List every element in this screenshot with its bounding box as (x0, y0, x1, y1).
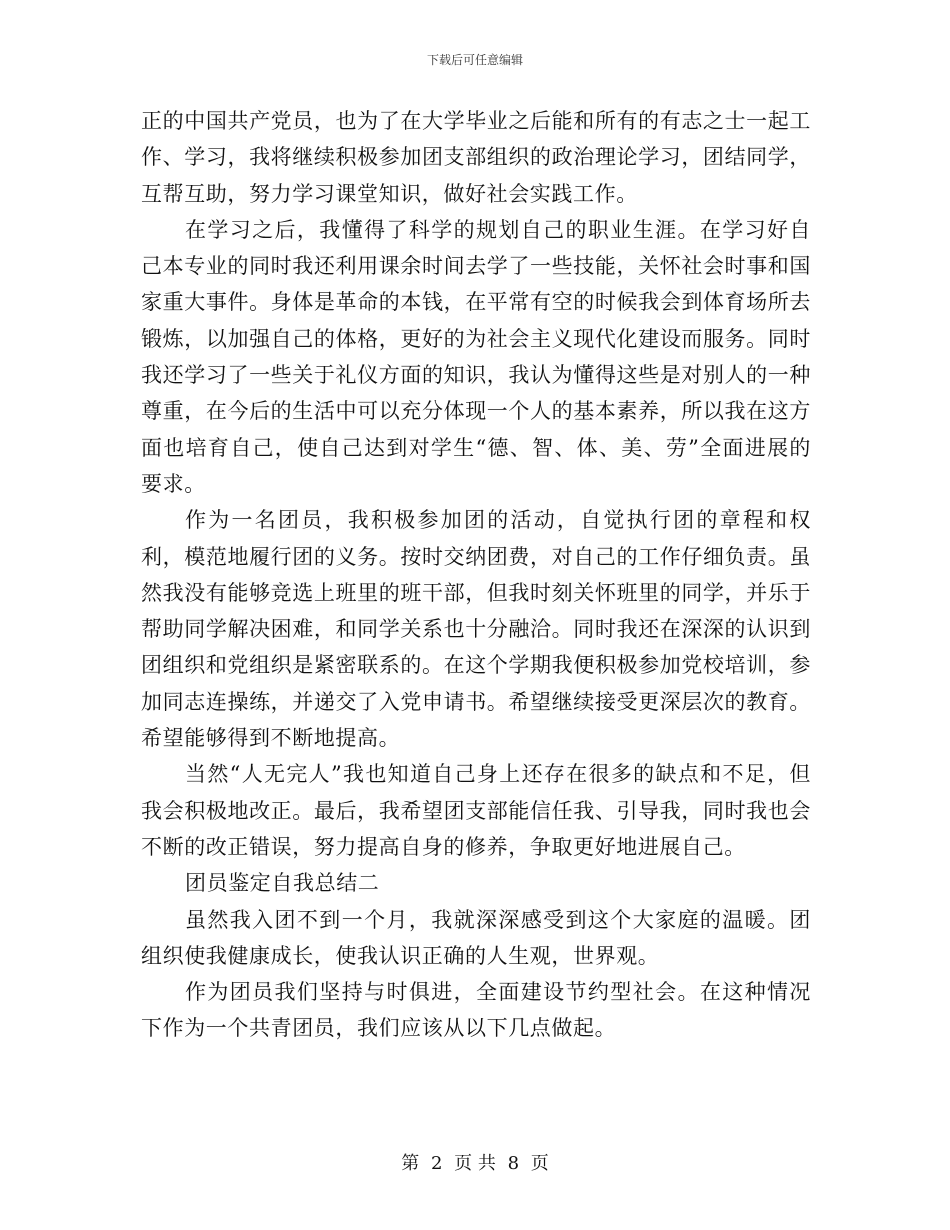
footer-mid: 页 共 (454, 1153, 496, 1174)
paragraph: 当然“人无完人”我也知道自己身上还存在很多的缺点和不足，但我会积极地改正。最后，我希望团支部能信任我、引导我，同时我也会不断的改正错误，努力提高自身的修养，争取更好地进展自己。 (141, 762, 811, 859)
paragraph: 正的中国共产党员，也为了在大学毕业之后能和所有的有志之士一起工作、学习，我将继续积极参加团支部组织的政治理论学习，团结同学，互帮互助，努力学习课堂知识，做好社会实践工作。 (141, 109, 811, 206)
paragraph: 作为一名团员，我积极参加团的活动，自觉执行团的章程和权利，模范地履行团的义务。按时交纳团费，对自己的工作仔细负责。虽然我没有能够竞选上班里的班干部，但我时刻关怀班里的同学，并乐于帮助同学解决困难，和同学关系也十分融洽。同时我还在深深的认识到团组织和党组织是紧密联系的。在这个学期我便积极参加党校培训，参加同志连操练，并递交了入党申请书。希望继续接受更深层次的教育。希望能够得到不断地提高。 (141, 508, 811, 751)
footer-suffix: 页 (530, 1153, 549, 1174)
paragraph: 作为团员我们坚持与时俱进，全面建设节约型社会。在这种情况下作为一个共青团员，我们应该从以下几点做起。 (141, 980, 811, 1041)
footer-total-pages: 8 (507, 1153, 520, 1174)
page-footer (0, 1152, 950, 1176)
footer-prefix: 第 (401, 1153, 420, 1174)
page-header: 下载后可任意编辑 (426, 53, 523, 67)
footer-page-number: 2 (430, 1153, 443, 1174)
section-heading: 团员鉴定自我总结二 (185, 871, 380, 896)
paragraph: 虽然我入团不到一个月，我就深深感受到这个大家庭的温暖。团组织使我健康成长，使我认识正确的人生观，世界观。 (141, 907, 811, 968)
document-body (141, 103, 811, 1047)
paragraph: 在学习之后，我懂得了科学的规划自己的职业生涯。在学习好自己本专业的同时我还利用课余时间去学了一些技能，关怀社会时事和国家重大事件。身体是革命的本钱，在平常有空的时候我会到体育场所去锻炼，以加强自己的体格，更好的为社会主义现代化建设而服务。同时我还学习了一些关于礼仪方面的知识，我认为懂得这些是对别人的一种尊重，在今后的生活中可以充分体现一个人的基本素养，所以我在这方面也培育自己，使自己达到对学生“德、智、体、美、劳”全面进展的要求。 (141, 217, 811, 496)
